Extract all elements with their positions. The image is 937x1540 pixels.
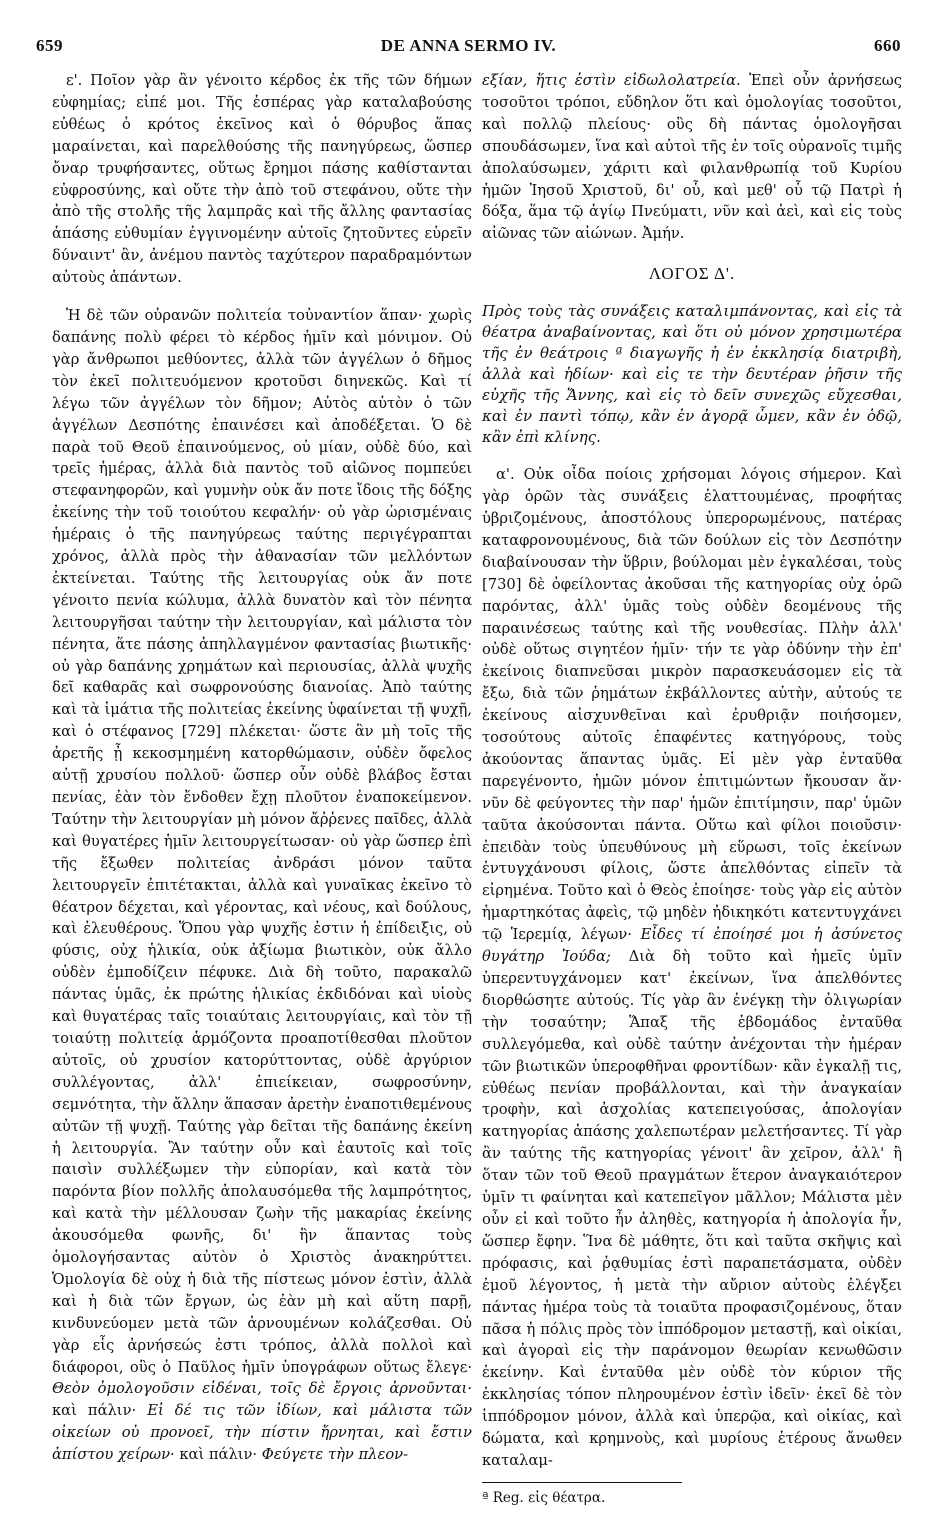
running-title: DE ANNA SERMO IV. [380, 36, 557, 55]
paragraph-gap [482, 448, 902, 464]
paragraph-gap [52, 289, 472, 305]
footnote-divider [482, 1482, 682, 1483]
sermon-argument: Πρὸς τοὺς τὰς συνάξεις καταλιμπάνοντας, καὶ εἰς τὰ θέατρα ἀναβαίνοντας, καὶ ὅτι οὐ μόνον χρησιμωτέρα τῆς ἐν θεάτροις ª διαγωγῆς ἡ ἐν ἐκκλησίᾳ διατριβὴ, ἀλλὰ καὶ ἡδίων· καὶ εἰς τε τὴν δευτέραν ῥῆσιν τῆς εὐχῆς τῆς Ἄννης, καὶ εἰς τὸ δεῖν συνεχῶς εὔχεσθαι, καὶ ἐν παντὶ τόπῳ, κἂν ἐν ἀγορᾷ ὦμεν, κἂν ἐν ὁδῷ, κἂν ἐπὶ κλίνης. [482, 302, 902, 447]
paragraph-text: Ἐπεὶ οὖν ἀρνήσεως τοσοῦτοι τρόποι, εὔδηλον ὅτι καὶ ὁμολογίας τοσοῦτοι, καὶ πολλῷ πλείους· οὓς δὴ πάντας ὁμολογῆσαι σπουδάσωμεν, ἵνα καὶ αὐτοὶ τῆς ἐν τοῖς οὐρανοῖς τιμῆς ἀπολαύσωμεν, χάριτι καὶ φιλανθρωπίᾳ τοῦ Κυρίου ἡμῶν Ἰησοῦ Χριστοῦ, δι' οὗ, καὶ μεθ' οὗ τῷ Πατρὶ ἡ δόξα, ἅμα τῷ ἁγίῳ Πνεύματι, νῦν καὶ ἀεὶ, καὶ εἰς τοὺς αἰῶνας τῶν αἰώνων. Ἀμήν. [482, 72, 902, 243]
scripture-quote: Φεύγετε τὴν πλεον- [261, 1446, 409, 1464]
left-page-number: 659 [36, 36, 63, 55]
right-column [482, 70, 902, 1507]
paragraph-text: α'. Οὐκ οἶδα ποίοις χρήσομαι λόγοις σήμερον. Καὶ γὰρ ὁρῶν τὰς συνάξεις ἐλαττουμένας, προφήτας ὑβριζομένους, ἀποστόλους ὑπερορωμένους, πατέρας καταφρονουμένους, διὰ τῶν δούλων εἰς τὸν Δεσπότην διαβαίνουσαν τὴν ὕβριν, βούλομαι μὲν ἐγκαλέσαι, τοὺς [730] δὲ ὀφείλοντας ἀκοῦσαι τῆς κατηγορίας οὐχ ὁρῶ παρόντας, ἀλλ' ὑμᾶς τοὺς οὐδὲν δεομένους τῆς παραινέσεως ταύτης καὶ τῆς νουθεσίας. Πλὴν ἀλλ' οὐδὲ οὕτως σιγητέον ἡμῖν· τήν τε γὰρ ὀδύνην τὴν ἐπ' ἐκείνοις διαπνεῦσαι μικρὸν παρασκευάσομεν εἰς τὰ ἔξω, διὰ τῶν ῥημάτων ἐκβάλλοντες αὐτὴν, αὐτούς τε ἐκείνους αἰσχυνθεῖναι καὶ ἐρυθριᾷν ποιήσομεν, τοσούτους αὐτοῖς ἐπαφέντες κατηγόρους, τοὺς ἀκούοντας ἅπαντας ὑμᾶς. Εἰ μὲν γὰρ ἐνταῦθα παρεγένοντο, ἡμῶν μόνον ἐπιτιμώντων ἤκουσαν ἄν· νῦν δὲ φεύγοντες τὴν παρ' ἡμῶν ἐπιτίμησιν, παρ' ὑμῶν ταῦτα ἀκούσονται πάντα. Οὕτω καὶ φίλοι ποιοῦσιν· ἐπειδὰν τοὺς ὑπευθύνους μὴ εὕρωσι, τοῖς ἐκείνων ἐντυγχάνουσι φίλοις, ὥστε ἀπελθόντας εἰπεῖν τὰ εἰρημένα. Τοῦτο καὶ ὁ Θεὸς ἐποίησε· τοὺς γὰρ εἰς αὐτὸν ἡμαρτηκότας ἀφεὶς, τῷ μηδὲν ἠδικηκότι κατεντυγχάνει τῷ Ἱερεμίᾳ, λέγων· [482, 466, 902, 944]
paragraph-text: Ἡ δὲ τῶν οὐρανῶν πολιτεία τοὐναντίον ἅπαν· χωρὶς δαπάνης πολὺ φέρει τὸ κέρδος ἡμῖν καὶ μόνιμον. Οὐ γὰρ ἄνθρωποι μεθύοντες, ἀλλὰ τῶν ἀγγέλων ὁ δῆμος τὸν ἐκεῖ πολιτευόμενον κροτοῦσι διηνεκῶς. Καὶ τί λέγω τῶν ἀγγέλων τὸν δῆμον; Αὐτὸς αὐτὸν ὁ τῶν ἀγγέλων Δεσπότης ἐπαινέσει καὶ ἀποδέξεται. Ὁ δὲ παρὰ τοῦ Θεοῦ ἐπαινούμενος, οὐ μίαν, οὐδὲ δύο, καὶ τρεῖς ἡμέρας, ἀλλὰ διὰ παντὸς τοῦ αἰῶνος πομπεύει στεφανηφορῶν, καὶ γυμνὴν οὐκ ἄν ποτε ἴδοις τῆς δόξης ἐκείνης τὴν τοῦ τοιούτου κεφαλήν· οὐ γὰρ ὡρισμέναις ἡμέραις ὁ τῆς πανηγύρεως ταύτης περιγέγραπται χρόνος, ἀλλὰ πρὸς τὴν ἀθανασίαν τῶν μελλόντων ἐκτείνεται. Ταύτης τῆς λειτουργίας οὐκ ἄν ποτε γένοιτο πενία κώλυμα, ἀλλὰ δυνατὸν καὶ τὸν πένητα λειτουργῆσαι ταύτην τὴν λειτουργίαν, καὶ μάλιστα τὸν πένητα, ἅτε πάσης ἀπηλλαγμένον φαντασίας βιωτικῆς· οὐ γὰρ δαπάνης χρημάτων καὶ περιουσίας, ἀλλὰ ψυχῆς δεῖ καθαρᾶς καὶ σωφρονούσης διανοίας. Ἀπὸ ταύτης καὶ τὰ ἱμάτια τῆς πολιτείας ἐκείνης ὑφαίνεται τῇ ψυχῇ, καὶ ὁ στέφανος [729] πλέκεται· ὥστε ἂν μὴ τοῖς τῆς ἀρετῆς ᾖ κεκοσμημένη κατορθώμασιν, οὐδὲν ὄφελος αὐτῇ χρυσίου πολλοῦ· ὥσπερ οὖν οὐδὲ βλάβος ἔσται πενίας, ἐὰν τὸν ἔνδοθεν ἔχῃ πλοῦτον ἐναποκείμενον. Ταύτην τὴν λειτουργίαν μὴ μόνον ἄῤῥενες παῖδες, ἀλλὰ καὶ θυγατέρες ἡμῖν λειτουργείτωσαν· οὐ γὰρ ὥσπερ ἐπὶ τῆς ἔξωθεν πολιτείας ἀνδράσι μόνον ταῦτα λειτουργεῖν ἐπιτέτακται, ἀλλὰ καὶ γυναῖκας ἐκεῖνο τὸ θέατρον δέχεται, καὶ γέροντας, καὶ νέους, καὶ δούλους, καὶ ἐλευθέρους. Ὅπου γὰρ ψυχῆς ἐστιν ἡ ἐπίδειξις, οὐ φύσις, οὐχ ἡλικία, οὐκ ἀξίωμα βιωτικὸν, οὐκ ἄλλο οὐδὲν ἐμποδίζειν πέφυκε. Διὰ δὴ τοῦτο, παρακαλῶ πάντας ὑμᾶς, ἐκ πρώτης ἡλικίας ἐκδιδόναι καὶ υἱοὺς καὶ θυγατέρας ταῖς τοιαύταις λειτουργίαις, καὶ τὸν τῇ τοιαύτῃ πολιτείᾳ ἁρμόζοντα προαποτίθεσθαι πλοῦτον αὐτοῖς, οὐ χρυσίον κατορύττοντας, οὐδὲ ἀργύριον συλλέγοντας, ἀλλ' ἐπιείκειαν, σωφροσύνην, σεμνότητα, τὴν ἄλλην ἅπασαν ἀρετὴν ἐναποτιθεμένους αὐτῶν τῇ ψυχῇ. Ταύτης γὰρ δεῖται τῆς δαπάνης ἐκείνη ἡ λειτουργία. Ἂν ταύτην οὖν καὶ ἑαυτοῖς καὶ τοῖς παισὶν συλλέξωμεν τὴν εὐπορίαν, καὶ κατὰ τὸν παρόντα βίον πολλῆς ἀπολαυσόμεθα τῆς λαμπρότητος, καὶ κατὰ τὴν μέλλουσαν ζωὴν τῆς μακαρίας ἐκείνης ἀκουσόμεθα φωνῆς, δι' ἣν ἅπαντας τοὺς ὁμολογήσαντας αὐτὸν ὁ Χριστὸς ἀνακηρύττει. Ὁμολογία δὲ οὐχ ἡ διὰ τῆς πίστεως μόνον ἐστὶν, ἀλλὰ καὶ ἡ διὰ τῶν ἔργων, ὡς ἐὰν μὴ καὶ αὕτη παρῇ, κινδυνεύομεν μετὰ τῶν ἀρνουμένων κολάζεσθαι. Οὐ γὰρ εἷς ἀρνήσεώς ἐστι τρόπος, ἀλλὰ πολλοὶ καὶ διάφοροι, οὓς ὁ Παῦλος ἡμῖν ὑπογράφων οὕτως ἔλεγε· [52, 307, 472, 1376]
connective-text: καὶ πάλιν· [179, 1446, 258, 1464]
connective-text: καὶ πάλιν· [52, 1402, 137, 1420]
scripture-quote: Εἶδες τί ἐποίησέ μοι ἡ ἀσύνετος θυγάτηρ Ἰούδα; [482, 926, 902, 966]
scripture-quote: Θεὸν ὁμολογοῦσιν εἰδέναι, τοῖς δὲ ἔργοις ἀρνοῦνται· [52, 1380, 472, 1398]
paragraph-chapter-5: ε'. Ποῖον γὰρ ἂν γένοιτο κέρδος ἐκ τῆς τῶν δήμων εὐφημίας; εἰπέ μοι. Τῆς ἑσπέρας γὰρ καταλαβούσης εὐθέως ὁ κρότος ἐκεῖνος καὶ ὁ θόρυβος ἅπας μαραίνεται, καὶ παρελθούσης τῆς πανηγύρεως, ὥσπερ ὄναρ τρυφήσαντες, οὕτως ἔρημοι πάσης καθίστανται εὐφροσύνης, καὶ οὔτε τὴν ἀπὸ τοῦ στεφάνου, οὔτε τὴν ἀπὸ τῆς στολῆς τῆς λαμπρᾶς καὶ τῆς ἄλλης φαντασίας ἁπάσης εὐθυμίαν ἐγγινομένην αὐτοῖς ζητοῦντες εὑρεῖν δύναιντ' ἂν, ἀνέμου παντὸς ταχύτερον παραδραμόντων αὐτοὺς ἁπάντων. [52, 72, 472, 287]
scripture-quote: εξίαν, ἥτις ἐστὶν εἰδωλολατρεία. [482, 72, 741, 89]
left-column [52, 70, 472, 1466]
paragraph-heavenly-polity [52, 305, 472, 1466]
paragraph-text: Διὰ δὴ τοῦτο καὶ ἡμεῖς ὑμῖν ὑπερεντυγχάνομεν κατ' ἐκείνων, ἵνα ἀπελθόντες διορθώσητε αὐτούς. Τίς γὰρ ἂν ἐνέγκῃ τὴν ὀλιγωρίαν τὴν τοσαύτην; Ἅπαξ τῆς ἑβδομάδος ἐνταῦθα συλλεγόμεθα, καὶ οὐδὲ ταύτην ἀνέχονται τὴν ἡμέραν τῶν βιωτικῶν ὑπεροφθῆναι φροντίδων· κἂν ἐγκαλῇ τις, εὐθέως πενίαν προβάλλονται, καὶ τὴν ἀναγκαίαν τροφὴν, καὶ ἀσχολίας κατεπειγούσας, ἀπολογίαν κατηγορίας ἁπάσης χαλεπωτέραν μελετήσαντες. Τί γὰρ ἂν ταύτης τῆς κατηγορίας γένοιτ' ἂν χεῖρον, ἀλλ' ἢ ὅταν τῶν τοῦ Θεοῦ πραγμάτων ἕτερον ἀναγκαιότερον ὑμῖν τι φαίνηται καὶ κατεπεῖγον μᾶλλον; Μάλιστα μὲν οὖν εἰ καὶ τοῦτο ἦν ἀληθὲς, κατηγορία ἡ ἀπολογία ἦν, ὥσπερ ἔφην. Ἵνα δὲ μάθητε, ὅτι καὶ ταῦτα σκῆψις καὶ πρόφασις, καὶ ῥᾳθυμίας ἐστὶ παραπετάσματα, οὐδὲν ἐμοῦ λέγοντος, ἡ μετὰ τὴν αὔριον αὐτοὺς ἐλέγξει πάντας ἡμέρα τοὺς τὰ τοιαῦτα προφασιζομένους, ὅταν πᾶσα ἡ πόλις πρὸς τὸν ἱππόδρομον μεταστῇ, καὶ οἰκίαι, καὶ ἀγοραὶ εἰς τὴν παράνομον θεωρίαν κενωθῶσιν ἐκείνην. Καὶ ἐνταῦθα μὲν οὐδὲ τὸν κύριον τῆς ἐκκλησίας τόπον πληρουμένον ἐστὶν ἰδεῖν· ἐκεῖ δὲ τὸν ἱππόδρομον μόνον, ἀλλὰ καὶ ὑπερῷα, καὶ οἰκίας, καὶ δώματα, καὶ κρημνοὺς, καὶ μυρίους ἑτέρους ἄνωθεν καταλαμ- [482, 948, 902, 1469]
footnote: ª Reg. εἰς θέατρα. [482, 1489, 606, 1506]
paragraph-continuation [482, 70, 902, 245]
paragraph-chapter-1 [482, 464, 902, 1472]
scripture-quote: Εἰ δέ τις τῶν ἰδίων, καὶ μάλιστα τῶν οἰκείων οὐ προνοεῖ, τὴν πίστιν ἤρνηται, καὶ ἔστιν ἀπίστου χείρων· [52, 1402, 472, 1464]
section-title: ΛΟΓΟΣ Δ'. [648, 264, 736, 284]
right-page-number: 660 [874, 36, 901, 55]
